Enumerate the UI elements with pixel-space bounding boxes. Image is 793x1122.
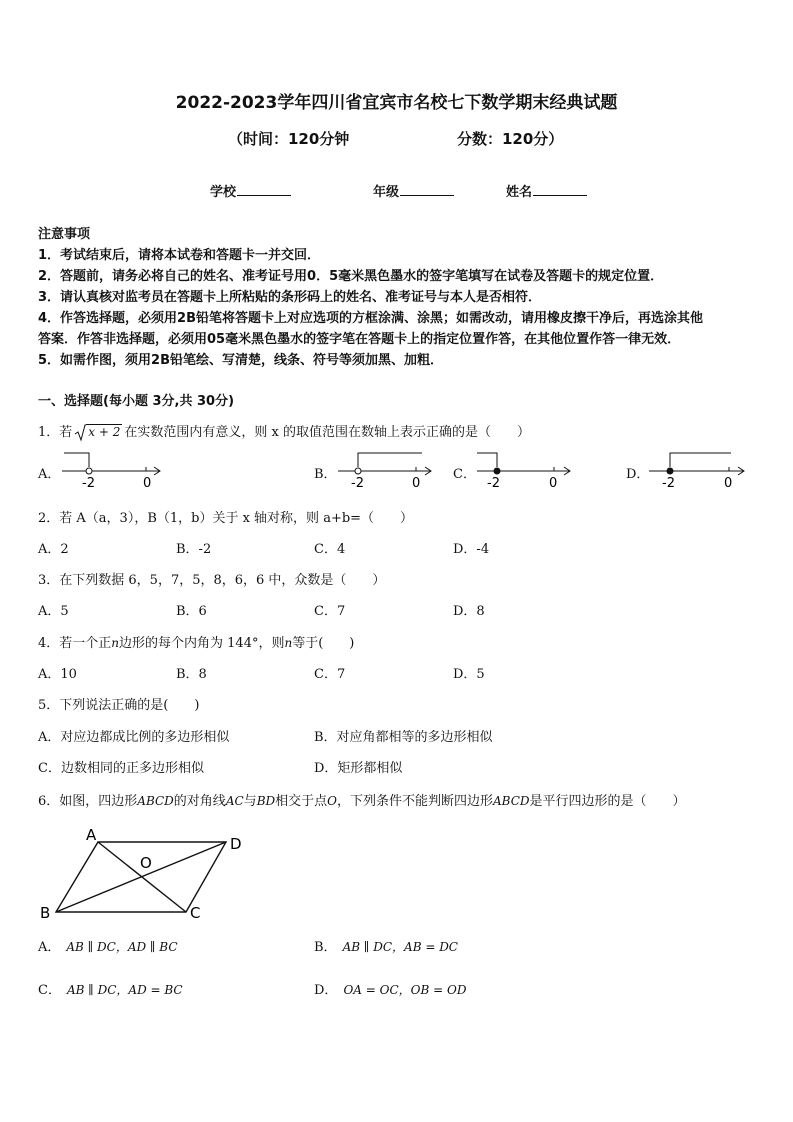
vertex-label-d: D bbox=[230, 835, 242, 853]
q2-option-d[interactable]: D．-4 bbox=[453, 542, 490, 557]
score-label: 分数：120分） bbox=[457, 130, 564, 148]
q3-option-a[interactable]: A．5 bbox=[38, 604, 69, 619]
vertex-label-b: B bbox=[40, 904, 51, 922]
tick-label: -2 bbox=[351, 476, 364, 491]
q1-option-d-number-line[interactable] bbox=[645, 449, 750, 491]
q1-option-c-label: C． bbox=[453, 467, 476, 482]
parallelogram-figure bbox=[36, 822, 256, 922]
q1-suffix: 在实数范围内有意义，则 x 的取值范围在数轴上表示正确的是（ ） bbox=[124, 425, 530, 440]
vertex-label-a: A bbox=[86, 826, 97, 844]
q6-text: ，下列条件不能判断四边形 bbox=[337, 794, 494, 809]
option-label: D． bbox=[314, 983, 338, 998]
option-math: AB ∥ DC，AD ∥ BC bbox=[66, 940, 178, 954]
q1-option-a-number-line[interactable] bbox=[56, 449, 166, 491]
notice-item: 4．作答选择题，必须用2B铅笔将答题卡上对应选项的方框涂满、涂黑；如需改动，请用橡皮擦干净后，再选涂其他 bbox=[38, 311, 704, 326]
q5-option-a[interactable]: A．对应边都成比例的多边形相似 bbox=[38, 730, 230, 745]
notice-item: 1．考试结束后，请将本试卷和答题卡一并交回． bbox=[38, 248, 321, 263]
q3-option-b[interactable]: B．6 bbox=[176, 604, 207, 619]
notice-item: 2．答题前，请务必将自己的姓名、准考证号用0．5毫米黑色墨水的签字笔填写在试卷及答题卡的规定位置． bbox=[38, 269, 664, 284]
time-label: （时间：120分钟 bbox=[228, 130, 350, 148]
name-blank[interactable] bbox=[533, 183, 587, 196]
radicand: x + 2 bbox=[88, 425, 121, 439]
math-bd: BD bbox=[256, 794, 276, 808]
question-5: 5．下列说法正确的是( ) bbox=[38, 698, 200, 713]
school-field[interactable] bbox=[210, 181, 291, 200]
option-math: AB ∥ DC，AB = DC bbox=[342, 940, 458, 954]
grade-blank[interactable] bbox=[400, 183, 454, 196]
q4-option-a[interactable]: A．10 bbox=[38, 667, 77, 682]
tick-label: 0 bbox=[549, 476, 558, 491]
tick-label: 0 bbox=[143, 476, 152, 491]
q5-option-d[interactable]: D．矩形都相似 bbox=[314, 761, 403, 776]
q2-option-c[interactable]: C．4 bbox=[314, 542, 346, 557]
q6-text: 相交于点 bbox=[275, 794, 328, 809]
notice-heading: 注意事项 bbox=[38, 227, 91, 242]
q6-text: 与 bbox=[243, 794, 257, 809]
q1-option-c-number-line[interactable] bbox=[471, 449, 575, 491]
q6-option-d[interactable] bbox=[314, 979, 466, 998]
q5-option-c[interactable]: C．边数相同的正多边形相似 bbox=[38, 761, 204, 776]
option-math: AB ∥ DC，AD = BC bbox=[66, 983, 183, 997]
math-abcd: ABCD bbox=[493, 794, 530, 808]
math-abcd: ABCD bbox=[137, 794, 174, 808]
school-blank[interactable] bbox=[237, 183, 291, 196]
vertex-label-c: C bbox=[190, 904, 201, 922]
q3-option-d[interactable]: D．8 bbox=[453, 604, 485, 619]
option-label: A． bbox=[38, 940, 61, 955]
exam-title: 2022-2023学年四川省宜宾市名校七下数学期末经典试题 bbox=[175, 93, 618, 113]
math-o: O bbox=[327, 794, 337, 808]
q1-option-d-label: D． bbox=[626, 467, 650, 482]
q4-text: 等于( ) bbox=[292, 636, 355, 651]
q1-option-b-number-line[interactable] bbox=[332, 449, 437, 491]
question-3: 3．在下列数据 6，5，7，5，8，6，6 中，众数是（ ） bbox=[38, 573, 386, 588]
math-n: n bbox=[111, 636, 120, 650]
math-ac: AC bbox=[225, 794, 244, 808]
q2-option-b[interactable]: B．-2 bbox=[176, 542, 212, 557]
option-label: C． bbox=[38, 983, 61, 998]
q1-option-b-label: B． bbox=[314, 467, 337, 482]
q1-option-a-label: A． bbox=[38, 467, 61, 482]
q6-text: 6．如图，四边形 bbox=[38, 794, 138, 809]
center-label-o: O bbox=[140, 854, 152, 872]
tick-label: 0 bbox=[724, 476, 733, 491]
section-heading: 一、选择题(每小题 3分,共 30分) bbox=[38, 394, 235, 409]
question-4 bbox=[38, 632, 354, 651]
name-field[interactable] bbox=[506, 181, 587, 200]
sqrt-expression bbox=[74, 425, 122, 440]
option-label: B． bbox=[314, 940, 337, 955]
grade-field[interactable] bbox=[373, 181, 454, 200]
name-label: 姓名 bbox=[506, 185, 533, 200]
q4-option-c[interactable]: C．7 bbox=[314, 667, 346, 682]
option-math: OA = OC，OB = OD bbox=[343, 983, 467, 997]
q4-option-b[interactable]: B．8 bbox=[176, 667, 207, 682]
q6-option-b[interactable] bbox=[314, 936, 458, 955]
q4-option-d[interactable]: D．5 bbox=[453, 667, 485, 682]
school-label: 学校 bbox=[210, 185, 237, 200]
q1-prefix: 1．若 bbox=[38, 425, 73, 440]
tick-label: 0 bbox=[412, 476, 421, 491]
q4-text: 边形的每个内角为 144°，则 bbox=[119, 636, 285, 651]
q6-text: 的对角线 bbox=[173, 794, 226, 809]
radical-sign-icon bbox=[74, 424, 86, 442]
q6-text: 是平行四边形的是（ ） bbox=[529, 794, 686, 809]
question-1 bbox=[38, 421, 530, 440]
q5-option-b[interactable]: B．对应角都相等的多边形相似 bbox=[314, 730, 493, 745]
q4-text: 4．若一个正 bbox=[38, 636, 112, 651]
q6-option-a[interactable] bbox=[38, 936, 178, 955]
notice-item: 答案．作答非选择题，必须用05毫米黑色墨水的签字笔在答题卡上的指定位置作答，在其他位置作答一律无效． bbox=[38, 332, 681, 347]
q6-option-c[interactable] bbox=[38, 979, 183, 998]
question-6 bbox=[38, 790, 686, 809]
question-2: 2．若 A（a，3），B（1，b）关于 x 轴对称，则 a+b=（ ） bbox=[38, 511, 414, 526]
tick-label: -2 bbox=[82, 476, 95, 491]
notice-item: 3．请认真核对监考员在答题卡上所粘贴的条形码上的姓名、准考证号与本人是否相符． bbox=[38, 290, 542, 305]
q3-option-c[interactable]: C．7 bbox=[314, 604, 346, 619]
tick-label: -2 bbox=[487, 476, 500, 491]
grade-label: 年级 bbox=[373, 185, 400, 200]
notice-item: 5．如需作图，须用2B铅笔绘、写清楚，线条、符号等须加黑、加粗． bbox=[38, 353, 443, 368]
tick-label: -2 bbox=[662, 476, 675, 491]
math-n: n bbox=[284, 636, 293, 650]
q2-option-a[interactable]: A．2 bbox=[38, 542, 69, 557]
